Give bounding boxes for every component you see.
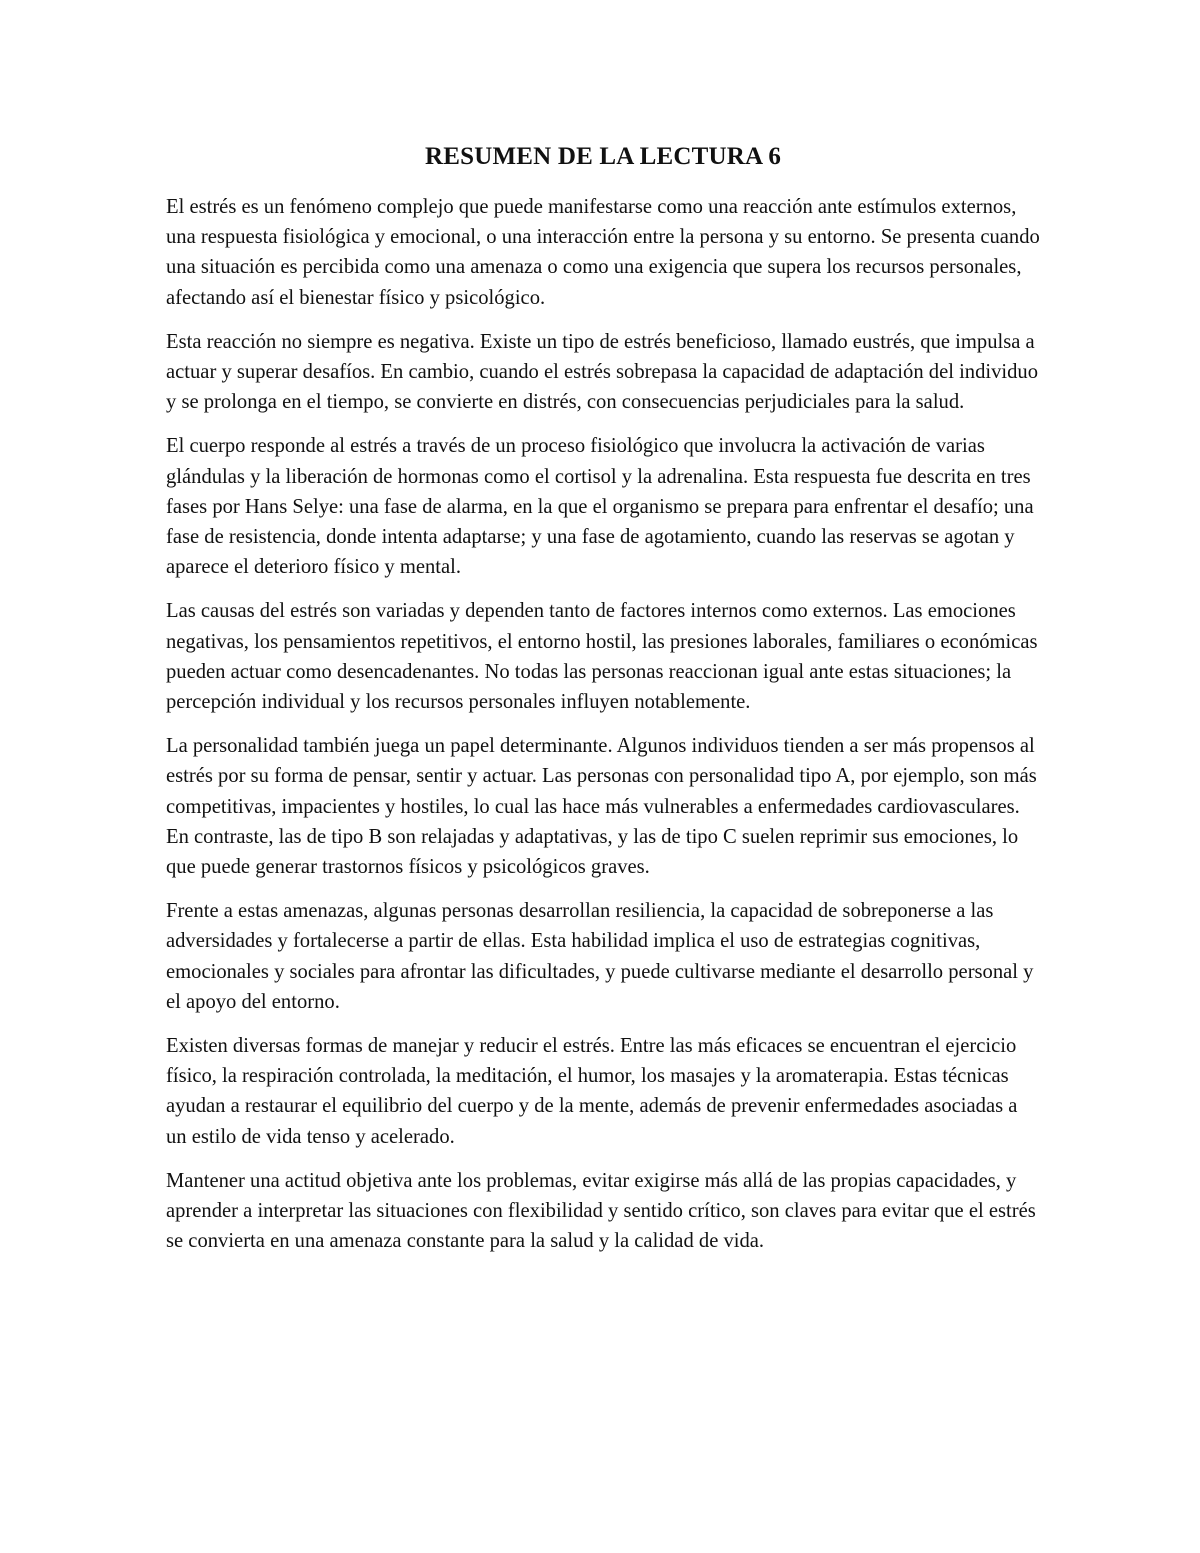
- paragraph-3: El cuerpo responde al estrés a través de un proceso fisiológico que involucra la activación de varias glándulas y la liberación de hormonas como el cortisol y la adrenalina. Esta respuesta fue descrita en tres fases por Hans Selye: una fase de alarma, en la que el organismo se prepara para enfrentar el desafío; una fase de resistencia, donde intenta adaptarse; y una fase de agotamiento, cuando las reservas se agotan y aparece el deterioro físico y mental.: [166, 435, 1034, 579]
- paragraph-1: El estrés es un fenómeno complejo que puede manifestarse como una reacción ante estímulos externos, una respuesta fisiológica y emocional, o una interacción entre la persona y su entorno. Se presenta cuando una situación es percibida como una amenaza o como una exigencia que supera los recursos personales, afectando así el bienestar físico y psicológico.: [166, 196, 1040, 309]
- paragraph-8: Mantener una actitud objetiva ante los problemas, evitar exigirse más allá de las propias capacidades, y aprender a interpretar las situaciones con flexibilidad y sentido crítico, son claves para evitar que el estrés se convierta en una amenaza constante para la salud y la calidad de vida.: [166, 1169, 1036, 1253]
- paragraph-5: La personalidad también juega un papel determinante. Algunos individuos tienden a ser más propensos al estrés por su forma de pensar, sentir y actuar. Las personas con personalidad tipo A, por ejemplo, son más competitivas, impacientes y hostiles, lo cual las hace más vulnerables a enfermedades cardiovasculares. En contraste, las de tipo B son relajadas y adaptativas, y las de tipo C suelen reprimir sus emociones, lo que puede generar trastornos físicos y psicológicos graves.: [166, 735, 1037, 879]
- paragraph-2: Esta reacción no siempre es negativa. Existe un tipo de estrés beneficioso, llamado eustrés, que impulsa a actuar y superar desafíos. En cambio, cuando el estrés sobrepasa la capacidad de adaptación del individuo y se prolonga en el tiempo, se convierte en distrés, con consecuencias perjudiciales para la salud.: [166, 330, 1039, 414]
- document-title: RESUMEN DE LA LECTURA 6: [424, 143, 782, 170]
- paragraph-4: Las causas del estrés son variadas y dependen tanto de factores internos como externos. Las emociones negativas, los pensamientos repetitivos, el entorno hostil, las presiones laborales, familiares o económicas pueden actuar como desencadenantes. No todas las personas reaccionan igual ante estas situaciones; la percepción individual y los recursos personales influyen notablemente.: [166, 600, 1038, 714]
- document-body: [166, 140, 1040, 1271]
- paragraph-6: Frente a estas amenazas, algunas personas desarrollan resiliencia, la capacidad de sobreponerse a las adversidades y fortalecerse a partir de ellas. Esta habilidad implica el uso de estrategias cognitivas, emocionales y sociales para afrontar las dificultades, y puede cultivarse mediante el desarrollo personal y el apoyo del entorno.: [166, 900, 1034, 1013]
- paragraph-7: Existen diversas formas de manejar y reducir el estrés. Entre las más eficaces se encuentran el ejercicio físico, la respiración controlada, la meditación, el humor, los masajes y la aromaterapia. Estas técnicas ayudan a restaurar el equilibrio del cuerpo y de la mente, además de prevenir enfermedades asociadas a un estilo de vida tenso y acelerado.: [166, 1035, 1018, 1148]
